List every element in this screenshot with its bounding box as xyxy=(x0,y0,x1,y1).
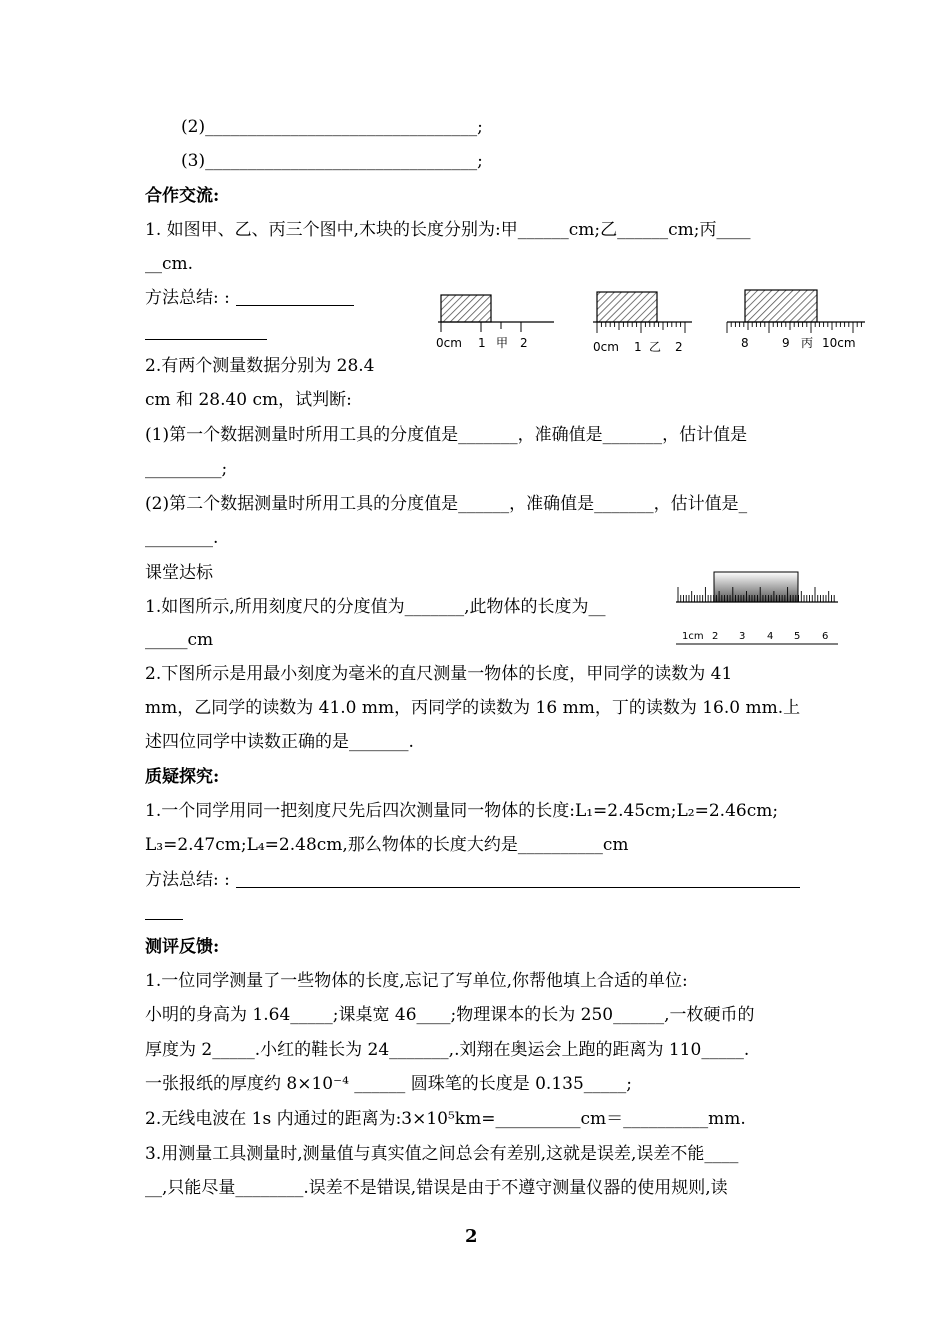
method-summary-2-blank xyxy=(236,887,800,888)
ruler2-label-3: 3 xyxy=(739,631,746,642)
ruler-figure-block xyxy=(672,568,842,648)
block-bing xyxy=(745,290,817,322)
kt-q2-cont-2: 述四位同学中读数正确的是_______. xyxy=(145,732,414,752)
jia-label-name: 甲 xyxy=(496,336,509,350)
heading-ceping: 测评反馈: xyxy=(145,937,220,957)
method-summary-1: 方法总结: : xyxy=(145,288,230,308)
blank-line-2: (2)________________________________; xyxy=(181,117,483,137)
method-summary-2: 方法总结: : xyxy=(145,870,230,890)
measured-block xyxy=(714,572,798,602)
cp-q3: 3.用测量工具测量时,测量值与真实值之间总会有差别,这就是误差,误差不能____ xyxy=(145,1144,739,1164)
ruler2-label-5: 5 xyxy=(794,631,801,642)
yi-label-0: 0cm xyxy=(593,340,619,354)
ruler2-label-1: 1cm xyxy=(682,631,704,642)
heading-zhiyi: 质疑探究: xyxy=(145,767,220,787)
ruler2-label-6: 6 xyxy=(822,631,829,642)
ruler-jia xyxy=(436,295,554,350)
bing-label-name: 丙 xyxy=(801,336,814,350)
method-summary-2-blank-2 xyxy=(145,919,183,920)
q2-text-cont: cm 和 28.40 cm，试判断: xyxy=(145,390,352,410)
bing-label-9: 9 xyxy=(782,336,790,350)
heading-ketang: 课堂达标 xyxy=(145,563,213,583)
method-summary-1-blank xyxy=(236,305,354,306)
q1-text-cont: __cm. xyxy=(145,254,194,274)
jia-label-0: 0cm xyxy=(436,336,462,350)
block-jia xyxy=(441,295,491,322)
yi-ticks xyxy=(597,322,685,333)
zy-q1: 1.一个同学用同一把刻度尺先后四次测量同一物体的长度:L₁=2.45cm;L₂=2.46cm; xyxy=(145,801,779,821)
block-yi xyxy=(597,292,657,322)
bing-label-8: 8 xyxy=(741,336,749,350)
cp-q1: 1.一位同学测量了一些物体的长度,忘记了写单位,你帮他填上合适的单位: xyxy=(145,971,688,991)
heading-hezuo: 合作交流: xyxy=(145,186,220,206)
ruler2-label-2: 2 xyxy=(712,631,719,642)
q2-sub1-cont: _________; xyxy=(145,459,228,479)
q2-sub2: (2)第二个数据测量时所用工具的分度值是______，准确值是_______，估计值是_ xyxy=(145,494,748,514)
cp-q1-c: 一张报纸的厚度约 8×10⁻⁴ ______ 圆珠笔的长度是 0.135_____; xyxy=(145,1074,632,1094)
yi-label-1: 1 xyxy=(634,340,642,354)
kt-q2-cont: mm，乙同学的读数为 41.0 mm，丙同学的读数为 16 mm，丁的读数为 16.0 mm.上 xyxy=(145,698,801,718)
page-number: 2 xyxy=(465,1226,478,1247)
jia-label-2: 2 xyxy=(520,336,528,350)
cp-q1-b: 厚度为 2_____.小红的鞋长为 24_______,.刘翔在奥运会上跑的距离为 110_____. xyxy=(145,1040,750,1060)
kt-q1-cont: _____cm xyxy=(145,630,214,650)
jia-label-1: 1 xyxy=(478,336,486,350)
blank-line-3: (3)________________________________; xyxy=(181,151,483,171)
ruler-yi xyxy=(593,292,692,354)
yi-label-2: 2 xyxy=(675,340,683,354)
method-summary-1-blank-2 xyxy=(145,339,267,340)
bing-label-10: 10cm xyxy=(822,336,856,350)
yi-label-name: 乙 xyxy=(649,340,662,354)
kt-q1: 1.如图所示,所用刻度尺的分度值为_______,此物体的长度为__ xyxy=(145,597,606,617)
ruler-figure-jia-yi-bing xyxy=(430,285,870,365)
kt-q2: 2.下图所示是用最小刻度为毫米的直尺测量一物体的长度，甲同学的读数为 41 xyxy=(145,664,733,684)
zy-q1-cont: L₃=2.47cm;L₄=2.48cm,那么物体的长度大约是__________cm xyxy=(145,835,629,855)
cp-q3-cont: __,只能尽量________.误差不是错误,错误是由于不遵守测量仪器的使用规则,读 xyxy=(145,1178,728,1198)
ruler-bing xyxy=(727,290,865,350)
q2-sub1: (1)第一个数据测量时所用工具的分度值是_______，准确值是_______，估计值是 xyxy=(145,425,748,445)
bing-ticks xyxy=(727,322,861,333)
q1-text: 1. 如图甲、乙、丙三个图中,木块的长度分别为:甲______cm;乙______cm;丙____ xyxy=(145,220,751,240)
q2-text: 2.有两个测量数据分别为 28.4 xyxy=(145,356,375,376)
cp-q1-a: 小明的身高为 1.64_____;课桌宽 46____;物理课本的长为 250______,一枚硬币的 xyxy=(145,1005,755,1025)
q2-sub2-cont: ________. xyxy=(145,528,219,548)
cp-q2: 2.无线电波在 1s 内通过的距离为:3×10⁵km=__________cm＝__________mm. xyxy=(145,1109,746,1129)
ruler2-label-4: 4 xyxy=(767,631,774,642)
